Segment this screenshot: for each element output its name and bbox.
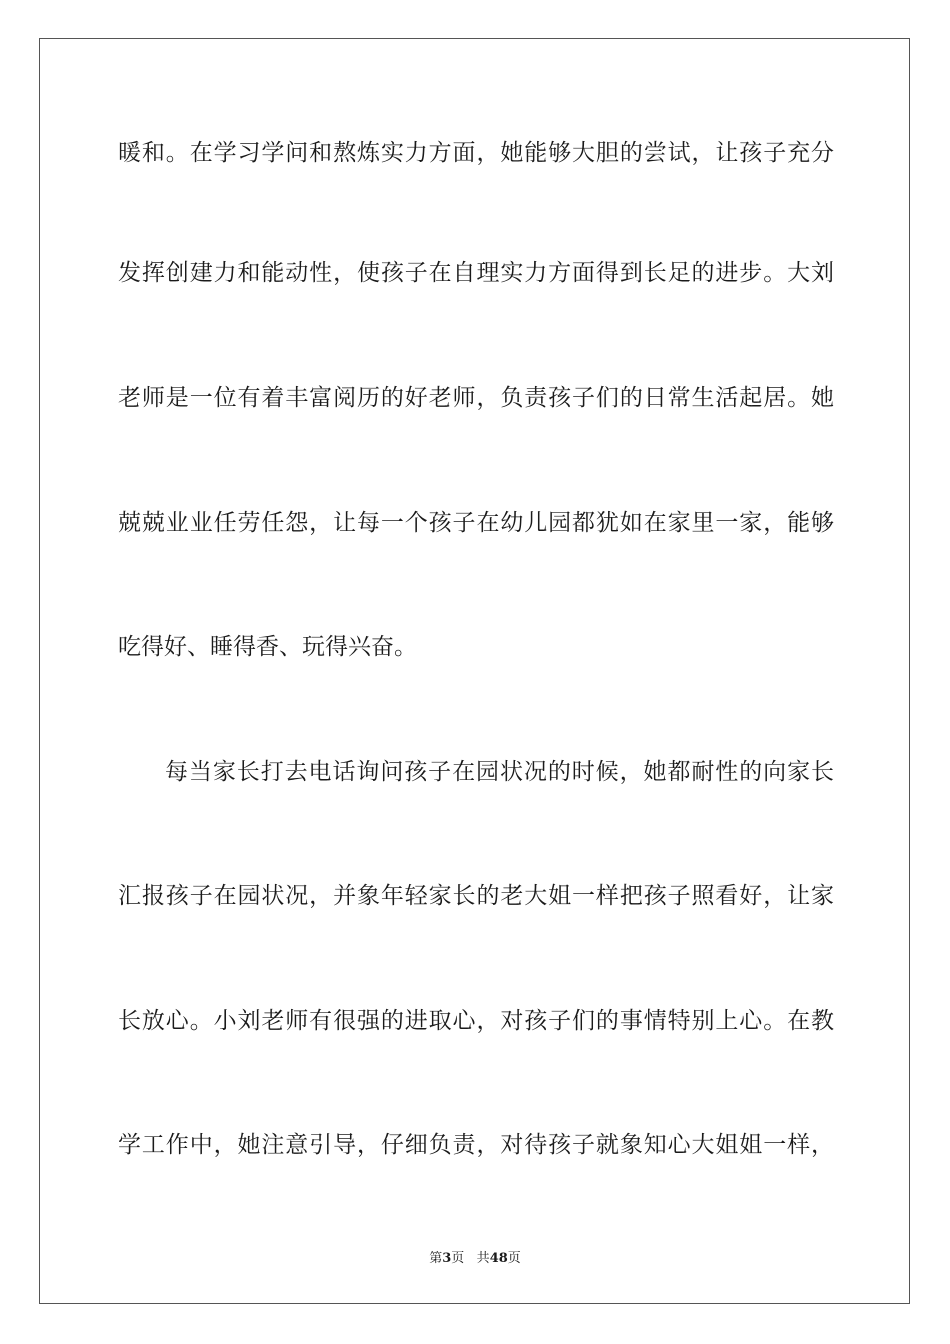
text-line-3: 老师是一位有着丰富阅历的好老师，负责孩子们的日常生活起居。她 xyxy=(118,385,834,411)
page-number: 3 xyxy=(442,1251,452,1266)
page-suffix: 页 xyxy=(451,1251,465,1266)
total-suffix: 页 xyxy=(507,1251,521,1266)
paragraph-start-line: 每当家长打去电话询问孩子在园状况的时候，她都耐性的向家长 xyxy=(165,759,834,785)
page-frame xyxy=(39,38,910,1304)
text-line-2: 发挥创建力和能动性，使孩子在自理实力方面得到长足的进步。大刘 xyxy=(118,260,834,286)
text-line-9: 学工作中，她注意引导，仔细负责，对待孩子就象知心大姐姐一样， xyxy=(118,1132,834,1158)
text-line-5: 吃得好、睡得香、玩得兴奋。 xyxy=(118,634,417,660)
total-pages: 48 xyxy=(489,1251,508,1266)
total-prefix: 共 xyxy=(476,1251,490,1266)
text-line-8: 长放心。小刘老师有很强的进取心，对孩子们的事情特别上心。在教 xyxy=(118,1008,834,1034)
text-line-1: 暖和。在学习学问和熬炼实力方面，她能够大胆的尝试，让孩子充分 xyxy=(118,140,834,166)
text-line-4: 兢兢业业任劳任怨，让每一个孩子在幼儿园都犹如在家里一家，能够 xyxy=(118,510,834,536)
page-footer xyxy=(0,1247,950,1266)
page-prefix: 第 xyxy=(429,1251,443,1266)
text-line-7: 汇报孩子在园状况，并象年轻家长的老大姐一样把孩子照看好，让家 xyxy=(118,883,834,909)
